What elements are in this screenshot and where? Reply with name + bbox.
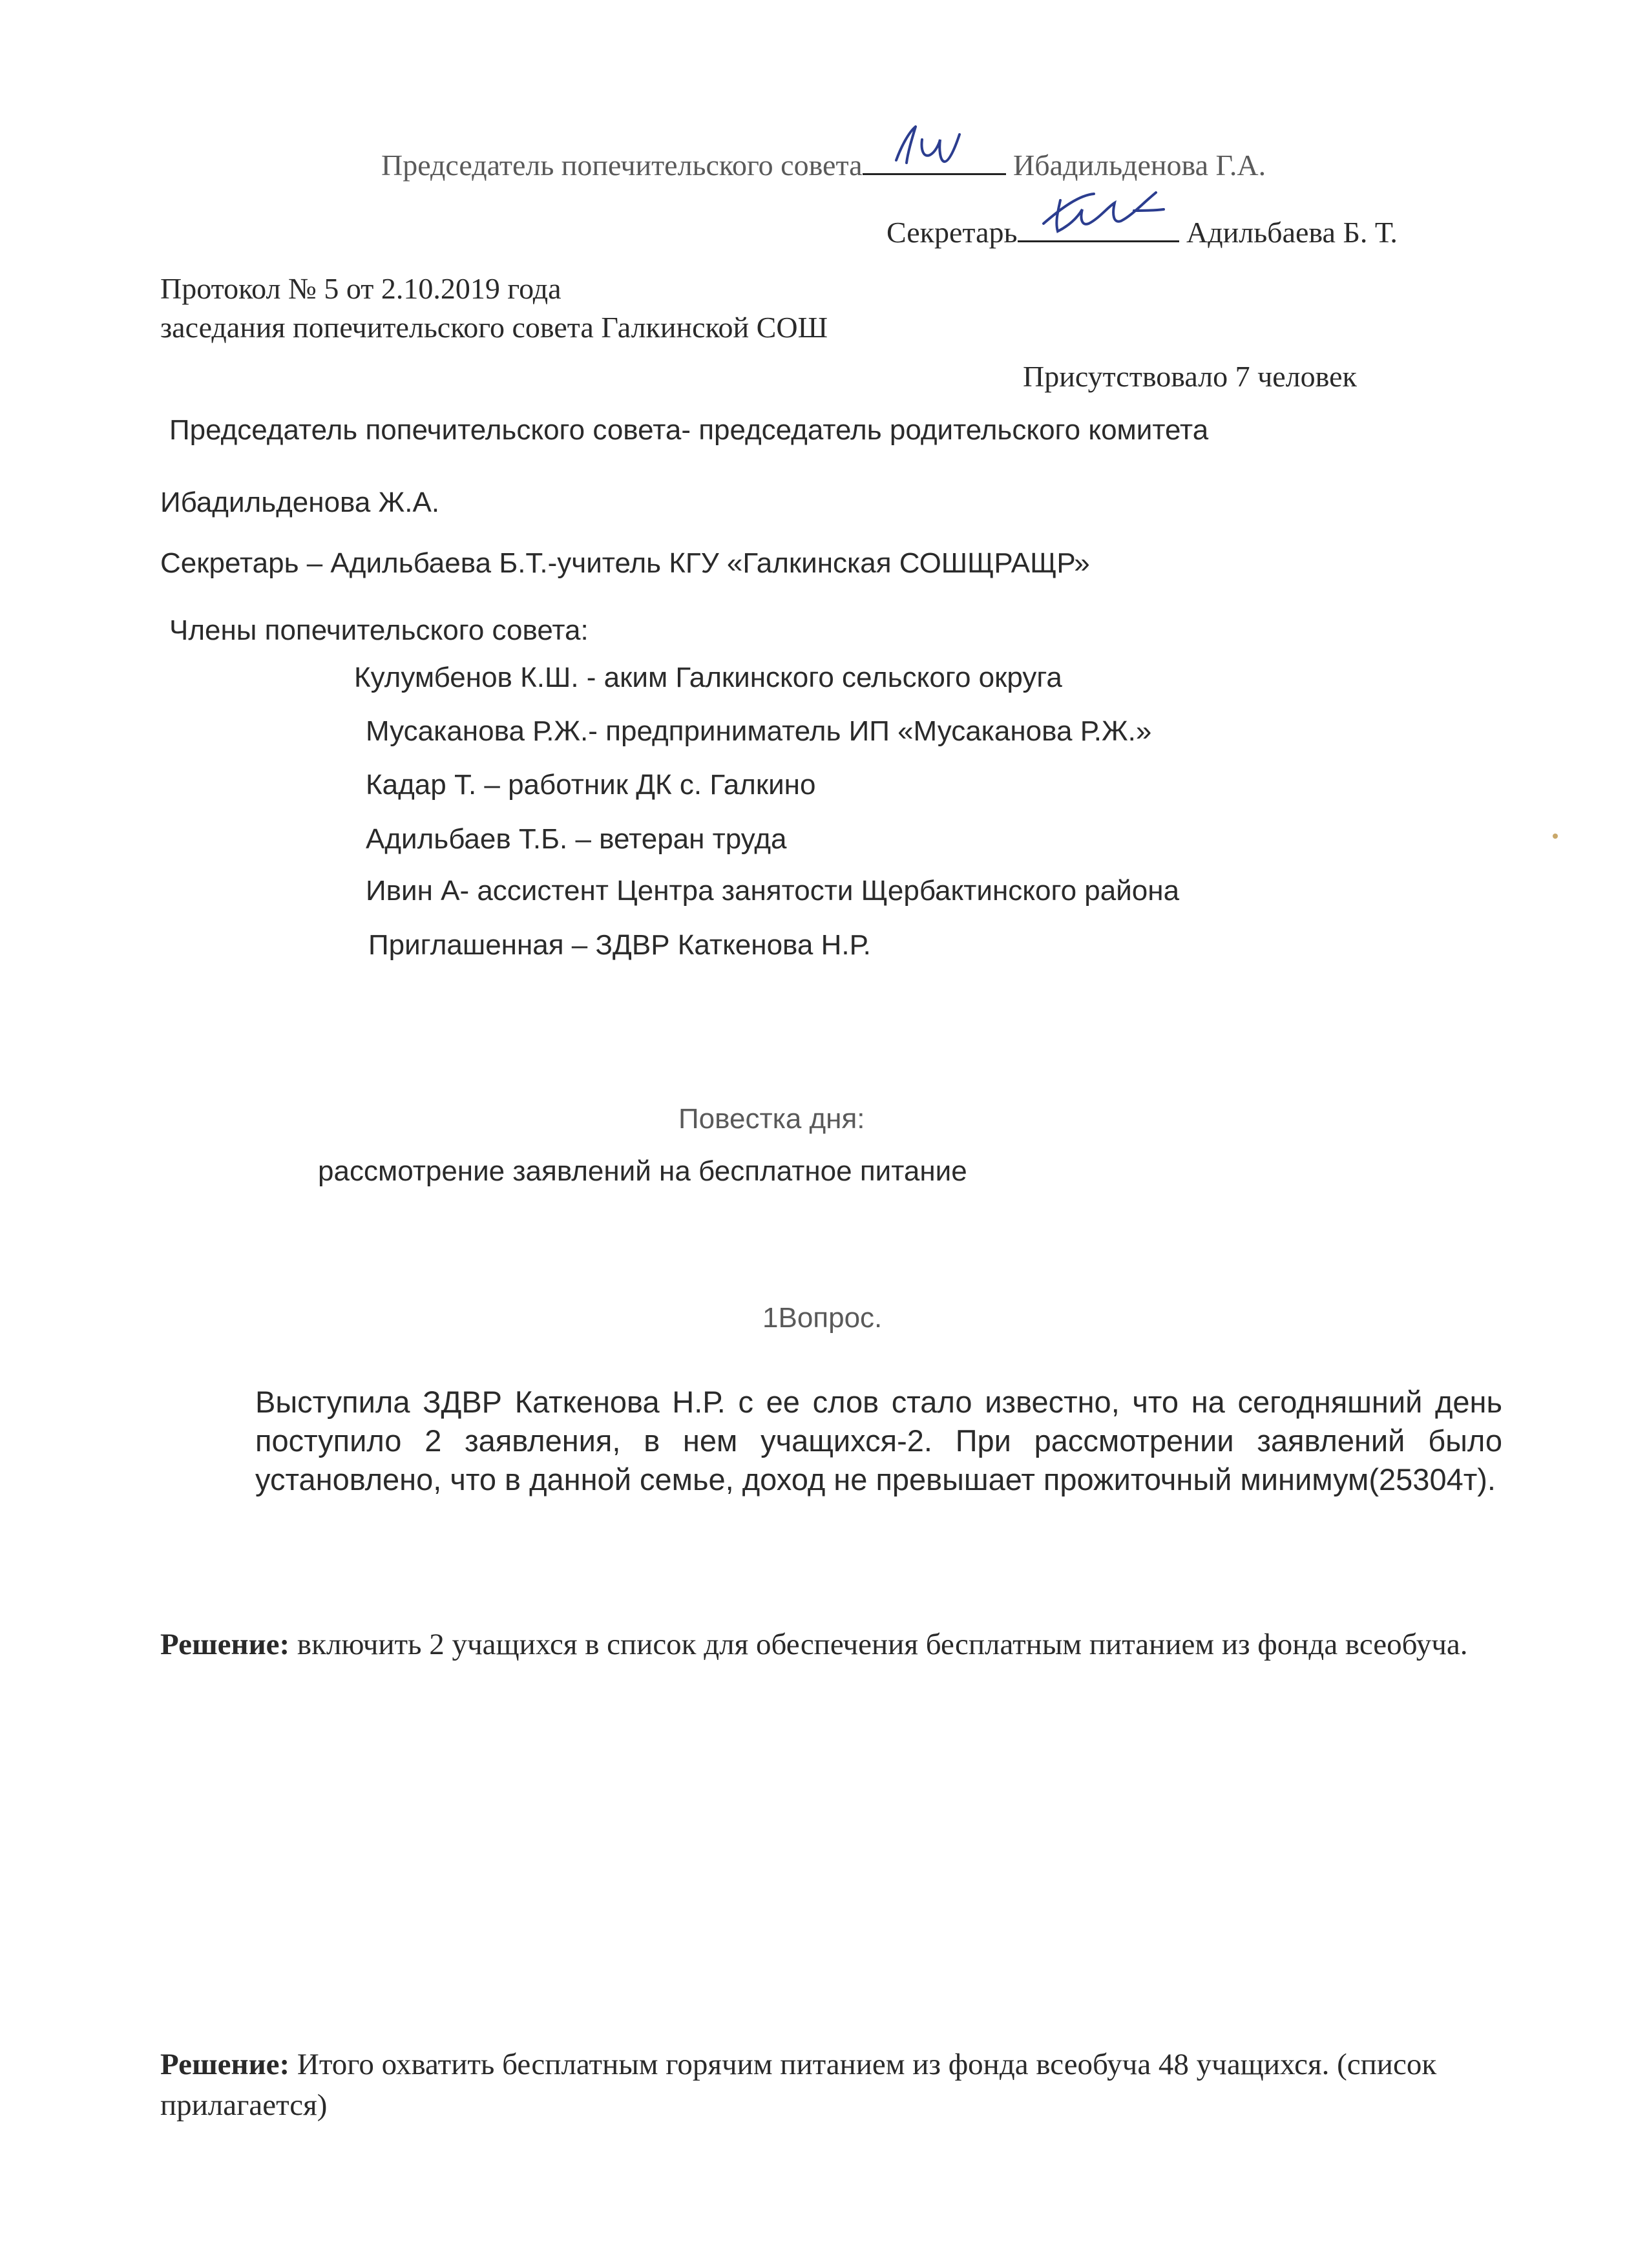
meeting-subtitle: заседания попечительского совета Галкинской СОШ <box>160 311 828 344</box>
question-title: 1Вопрос. <box>762 1302 883 1334</box>
attendance-count: Присутствовало 7 человек <box>1023 360 1357 393</box>
members-label: Члены попечительского совета: <box>169 614 589 646</box>
secretary-approval-line <box>886 215 1398 250</box>
member-item: Мусаканова Р.Ж.- предприниматель ИП «Мусаканова Р.Ж.» <box>366 715 1152 747</box>
decision-1 <box>160 1624 1504 1665</box>
protocol-title: Протокол № 5 от 2.10.2019 года <box>160 272 561 305</box>
chair-approval-label: Председатель попечительского совета <box>381 149 863 182</box>
secretary-signature-line <box>1018 215 1179 242</box>
chair-full-name: Ибадильденова Ж.А. <box>160 487 440 518</box>
chair-approval-name: Ибадильденова Г.А. <box>1013 149 1266 182</box>
decision-2-text: Итого охватить бесплатным горячим питанием из фонда всеобуча 48 учащихся. (список прилагается) <box>160 2048 1437 2123</box>
agenda-item: рассмотрение заявлений на бесплатное питание <box>318 1155 967 1187</box>
member-item: Кадар Т. – работник ДК с. Галкино <box>366 769 816 801</box>
decision-2-label: Решение: <box>160 2048 290 2081</box>
secretary-approval-name: Адильбаева Б. Т. <box>1186 216 1398 249</box>
question-text: Выступила ЗДВР Каткенова Н.Р. с ее слов стало известно, что на сегодняшний день поступило 2 заявления, в нем учащихся-2. При рассмотрении заявлений было установлено, что в данной семье, доход не превышает прожиточный минимум(25304т). <box>255 1385 1502 1497</box>
member-item: Адильбаев Т.Б. – ветеран труда <box>366 823 787 855</box>
paper-speck <box>1553 834 1558 839</box>
member-item: Приглашенная – ЗДВР Каткенова Н.Р. <box>368 929 871 961</box>
member-item: Ивин А- ассистент Центра занятости Щербактинского района <box>366 875 1180 907</box>
member-item: Кулумбенов К.Ш. - аким Галкинского сельского округа <box>354 662 1062 693</box>
chair-role: Председатель попечительского совета- председатель родительского комитета <box>169 414 1209 446</box>
decision-1-text: включить 2 учащихся в список для обеспечения бесплатным питанием из фонда всеобуча. <box>289 1628 1468 1661</box>
chair-signature <box>863 120 1006 178</box>
secretary-line: Секретарь – Адильбаева Б.Т.-учитель КГУ «Галкинская СОШЩРАЩР» <box>160 547 1090 579</box>
secretary-approval-label: Секретарь <box>886 216 1018 249</box>
decision-2 <box>160 2044 1504 2126</box>
chair-approval-line <box>381 147 1266 183</box>
decision-1-label: Решение: <box>160 1628 290 1661</box>
secretary-signature <box>1018 181 1179 246</box>
agenda-title: Повестка дня: <box>678 1103 865 1135</box>
chair-signature-line <box>863 147 1006 175</box>
